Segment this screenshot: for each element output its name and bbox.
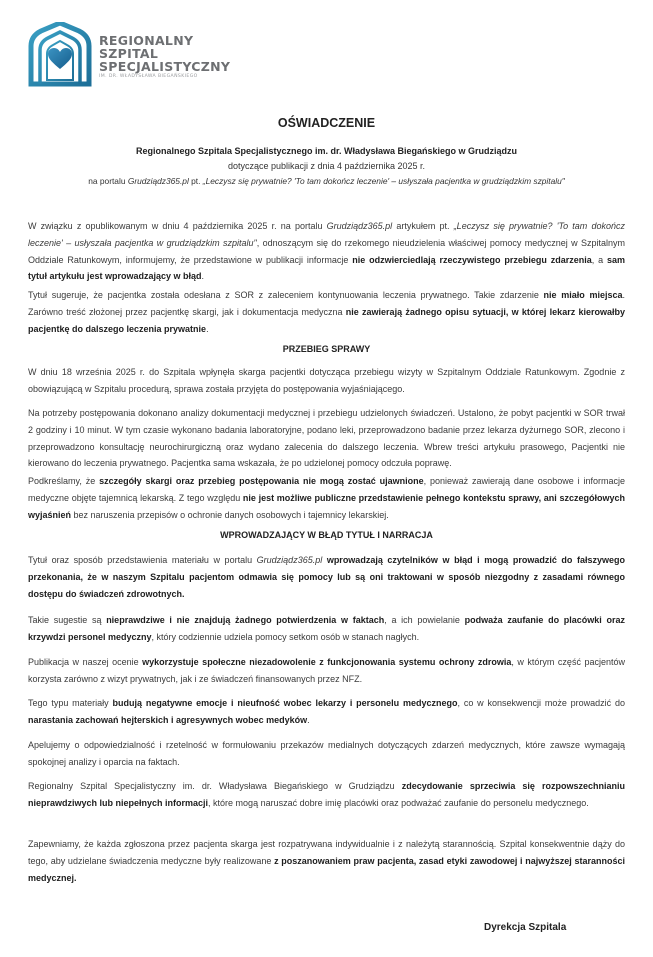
bold-text: narastania zachowań hejterskich i agresywnych wobec medyków [28, 714, 308, 725]
logo-line-1: REGIONALNY [99, 33, 194, 48]
logo-subline: IM. DR. WŁADYSŁAWA BIEGAŃSKIEGO [99, 74, 198, 79]
text: Takie sugestie są [28, 615, 107, 625]
article-title: „Leczysz się prywatnie? 'To tam dokończ leczenie' – usłyszała pacjentka w grudziądzkim szpitalu" [28, 221, 625, 248]
paragraph-title-suggestion [28, 287, 625, 337]
text: Zapewniamy, że każda zgłoszona przez pacjenta skarga jest rozpatrywana indywidualnie i z należytą starannością. Szpital konsekwentnie dąży do tego, aby udzielane świadczenia medyczne były realizowane [28, 839, 625, 866]
bold-text: wykorzystuje społeczne niezadowolenie z funkcjonowania systemu ochrony zdrowia [142, 657, 512, 667]
bold-text: nie jest możliwe publiczne przedstawienie pełnego kontekstu sprawy, ani szczegółowych wyjaśnień [28, 492, 625, 520]
logo-line-3: SPECJALISTYCZNY [99, 59, 231, 74]
text: . [201, 271, 205, 282]
bold-text: z poszanowaniem praw pacjenta, zasad etyki zawodowej i najwyższej staranności medycznej. [28, 855, 625, 883]
paragraph-false-suggestions [28, 612, 625, 646]
header-article-reference [0, 176, 653, 186]
paragraph-intro [28, 218, 625, 285]
hospital-arch-logo-icon [27, 22, 93, 88]
bold-text: zdecydowanie sprzeciwia się rozpowszechnianiu nieprawdziwych lub niepełnych informacji [28, 781, 626, 808]
text: artykułem pt. [392, 221, 454, 231]
text: bez naruszenia przepisów o ochronie danych osobowych i tajemnicy lekarskiej. [71, 509, 389, 520]
text: . [206, 323, 209, 334]
bold-text: podważa zaufanie do placówki oraz krzywdzi personel medyczny [28, 615, 626, 642]
paragraph-complaint-received: W dniu 18 września 2025 r. do Szpitala wpłynęła skarga pacjentki dotycząca przebiegu wizyty w Szpitalnym Oddziale Ratunkowym. Zgodnie z obowiązującą w Szpitalu procedurą, sprawa została przyjęta do postępowania wyjaśniającego. [28, 367, 625, 394]
logo-line-2: SZPITAL [99, 46, 159, 61]
header-portal-name: Grudziądz365.pl [127, 176, 189, 186]
bold-text: sam tytuł artykułu jest wprowadzający w błąd [28, 254, 625, 282]
logo-wordmark [99, 34, 230, 73]
paragraph-negative-emotions [28, 695, 625, 729]
paragraph-assurance [28, 836, 625, 886]
text: , które mogą naruszać dobre imię placówki oraz podważać zaufanie do personelu medycznego. [208, 797, 589, 808]
bold-text: wprowadzają czytelników w błąd i mogą prowadzić do fałszywego przekonania, że w naszym Szpitalu pacjentom odmawia się pomocy lub są oni traktowani w sposób niezgodny z zasadami równego dostępu do świadczeń zdrowotnych. [28, 555, 625, 599]
paragraph-misleading-title [28, 552, 625, 602]
text: Tytuł oraz sposób przedstawienia materiału w portalu [28, 555, 257, 565]
hospital-logo [27, 22, 237, 92]
paragraph-confidentiality [28, 473, 625, 523]
text: Podkreślamy, że [28, 476, 100, 486]
bold-text: nieprawdziwe i nie znajdują żadnego potwierdzenia w faktach [106, 615, 385, 625]
paragraph-appeal: Apelujemy o odpowiedzialność i rzetelność w formułowaniu przekazów medialnych dotyczących zdarzeń medycznych, które zawsze wymagają spokojnej analizy i oparcia na faktach. [28, 740, 625, 767]
text: , w którym część pacjentów korzysta zarówno z wizyt prywatnych, jak i ze świadczeń finansowanych przez NFZ. [28, 657, 625, 684]
text: , a [591, 254, 607, 265]
header-issuer: Regionalnego Szpitala Specjalistycznego im. dr. Władysława Biegańskiego w Grudziądzu [135, 146, 518, 156]
bold-text: nie odzwierciedlają rzeczywistego przebiegu zdarzenia [352, 254, 592, 265]
bold-text: szczegóły skargi oraz przebieg postępowania nie mogą zostać ujawnione [99, 476, 424, 486]
text: Publikacja w naszej ocenie [28, 657, 143, 667]
document-title: OŚWIADCZENIE [277, 116, 376, 130]
portal-name: Grudziądz365.pl [256, 555, 323, 565]
text: , a ich powielanie [384, 615, 465, 625]
header-article-prefix: na portalu [88, 176, 128, 186]
text: Regionalny Szpital Specjalistyczny im. dr. Władysława Biegańskiego w Grudziądzu [28, 781, 402, 791]
text: , odnoszącym się do rzekomego nieudzielenia właściwej pomocy medycznej w Szpitalnym Oddziale Ratunkowym, informujemy, że przedstawione w publikacji informacje [28, 237, 625, 265]
section-heading-misleading: WPROWADZAJĄCY W BŁĄD TYTUŁ I NARRACJA [220, 530, 433, 540]
bold-text: nie zawierają żadnego opisu sytuacji, w której lekarz kierowałby pacjentkę do dalszego leczenia prywatnie [28, 306, 625, 334]
header-publication-date: dotyczące publikacji z dnia 4 października 2025 r. [227, 161, 426, 171]
text: . Zarówno treść złożonej przez pacjentkę skargi, jak i dokumentacja medyczna [28, 290, 625, 317]
paragraph-hospital-opposes [28, 778, 625, 812]
portal-name: Grudziądz365.pl [326, 221, 393, 231]
paragraph-analysis: Na potrzeby postępowania dokonano analizy dokumentacji medycznej i przebiegu udzielonych świadczeń. Ustalono, że pobyt pacjentki w SOR trwał 2 godziny i 10 minut. W tym czasie wykonano badania laboratoryjne, podano leki, przeprowadzono badanie przez lekarza dyżurnego SOR, zlecono i przeprowadzono konsultację neurochirurgiczną oraz wydano zalecenia do dalszego leczenia. Wbrew treści artykułu prasowego, Pacjentki nie kierowano do leczenia prywatnego. Pacjentka sama wskazała, że po udzielonej pomocy odczuła poprawę. [28, 408, 625, 469]
section-heading-przebieg: PRZEBIEG SPRAWY [282, 344, 371, 354]
text: Tego typu materiały [28, 698, 113, 708]
bold-text: budują negatywne emocje i nieufność wobec lekarzy i personelu medycznego [112, 698, 458, 708]
text: . [307, 714, 310, 725]
paragraph-public-dissatisfaction [28, 654, 625, 688]
text: , co w konsekwencji może prowadzić do [457, 698, 625, 708]
header-pt: pt. [188, 176, 203, 186]
signature: Dyrekcja Szpitala [484, 922, 567, 933]
header-article-title: „Leczysz się prywatnie? 'To tam dokończ leczenie' – usłyszała pacjentka w grudziądzkim szpitalu" [202, 176, 565, 186]
text: , który codziennie udziela pomocy setkom osób w stanach nagłych. [151, 631, 420, 642]
text: Tytuł sugeruje, że pacjentka została odesłana z SOR z zaleceniem kontynuowania leczenia prywatnego. Takie zdarzenie [28, 290, 544, 300]
text: , ponieważ zawierają dane osobowe i informacje medyczne objęte tajemnicą lekarską. Z tego względu [28, 476, 626, 503]
bold-text: nie miało miejsca [543, 290, 623, 300]
text: W związku z opublikowanym w dniu 4 października 2025 r. na portalu [28, 221, 327, 231]
